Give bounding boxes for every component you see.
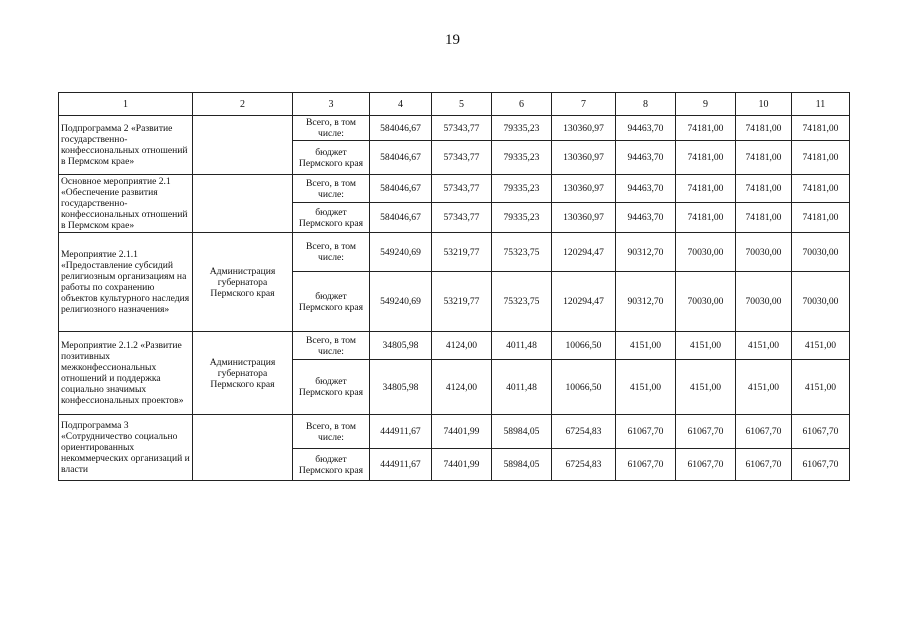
- amount-cell: 61067,70: [792, 415, 850, 449]
- amount-cell: 61067,70: [736, 449, 792, 481]
- amount-cell: 444911,67: [370, 449, 432, 481]
- amount-cell: 130360,97: [552, 116, 616, 141]
- amount-cell: 130360,97: [552, 175, 616, 203]
- amount-cell: 70030,00: [736, 272, 792, 332]
- amount-cell: 584046,67: [370, 116, 432, 141]
- funding-source-cell: Всего, в том числе:: [293, 233, 370, 272]
- program-name-cell: Основное мероприятие 2.1 «Обеспечение развития государственно-конфессиональных отношений в Пермском крае»: [59, 175, 193, 233]
- column-header: 4: [370, 93, 432, 116]
- column-header: 7: [552, 93, 616, 116]
- amount-cell: 4151,00: [616, 332, 676, 360]
- amount-cell: 70030,00: [736, 233, 792, 272]
- program-name-cell: Подпрограмма 2 «Развитие государственно-конфессиональных отношений в Пермском крае»: [59, 116, 193, 175]
- amount-cell: 549240,69: [370, 272, 432, 332]
- funding-source-cell: Всего, в том числе:: [293, 415, 370, 449]
- column-header: 8: [616, 93, 676, 116]
- amount-cell: 130360,97: [552, 203, 616, 233]
- funding-source-cell: Всего, в том числе:: [293, 175, 370, 203]
- table-body: [59, 116, 850, 481]
- funding-source-cell: бюджет Пермского края: [293, 449, 370, 481]
- table-row: [59, 175, 850, 203]
- amount-cell: 74181,00: [676, 116, 736, 141]
- executor-cell: [193, 415, 293, 481]
- amount-cell: 10066,50: [552, 360, 616, 415]
- program-name-cell: Мероприятие 2.1.1 «Предоставление субсидий религиозным организациям на работы по сохранению объектов культурного наследия религиозного назначения»: [59, 233, 193, 332]
- amount-cell: 94463,70: [616, 175, 676, 203]
- amount-cell: 4151,00: [616, 360, 676, 415]
- amount-cell: 4151,00: [792, 332, 850, 360]
- amount-cell: 79335,23: [492, 141, 552, 175]
- amount-cell: 57343,77: [432, 141, 492, 175]
- amount-cell: 10066,50: [552, 332, 616, 360]
- amount-cell: 58984,05: [492, 415, 552, 449]
- amount-cell: 79335,23: [492, 175, 552, 203]
- amount-cell: 130360,97: [552, 141, 616, 175]
- amount-cell: 61067,70: [616, 415, 676, 449]
- amount-cell: 61067,70: [616, 449, 676, 481]
- amount-cell: 70030,00: [676, 233, 736, 272]
- amount-cell: 70030,00: [792, 272, 850, 332]
- program-name-cell: Мероприятие 2.1.2 «Развитие позитивных межконфессиональных отношений и поддержка социально значимых конфессиональных проектов»: [59, 332, 193, 415]
- amount-cell: 584046,67: [370, 141, 432, 175]
- column-header: 5: [432, 93, 492, 116]
- executor-cell: Администрация губернатора Пермского края: [193, 233, 293, 332]
- amount-cell: 74181,00: [676, 141, 736, 175]
- amount-cell: 79335,23: [492, 116, 552, 141]
- amount-cell: 74401,99: [432, 415, 492, 449]
- amount-cell: 57343,77: [432, 175, 492, 203]
- amount-cell: 74181,00: [736, 141, 792, 175]
- funding-source-cell: Всего, в том числе:: [293, 116, 370, 141]
- amount-cell: 584046,67: [370, 203, 432, 233]
- amount-cell: 4151,00: [736, 332, 792, 360]
- executor-cell: [193, 175, 293, 233]
- amount-cell: 74181,00: [736, 116, 792, 141]
- amount-cell: 34805,98: [370, 332, 432, 360]
- funding-source-cell: бюджет Пермского края: [293, 272, 370, 332]
- executor-cell: [193, 116, 293, 175]
- amount-cell: 90312,70: [616, 233, 676, 272]
- column-header: 2: [193, 93, 293, 116]
- amount-cell: 120294,47: [552, 233, 616, 272]
- amount-cell: 67254,83: [552, 449, 616, 481]
- amount-cell: 75323,75: [492, 272, 552, 332]
- amount-cell: 549240,69: [370, 233, 432, 272]
- funding-source-cell: бюджет Пермского края: [293, 141, 370, 175]
- header-row: [59, 93, 850, 116]
- amount-cell: 57343,77: [432, 203, 492, 233]
- amount-cell: 120294,47: [552, 272, 616, 332]
- column-header: 1: [59, 93, 193, 116]
- program-name-cell: Подпрограмма 3 «Сотрудничество социально ориентированных некоммерческих организаций и власти: [59, 415, 193, 481]
- amount-cell: 4151,00: [676, 360, 736, 415]
- amount-cell: 61067,70: [676, 449, 736, 481]
- amount-cell: 70030,00: [792, 233, 850, 272]
- amount-cell: 74181,00: [792, 141, 850, 175]
- funding-source-cell: Всего, в том числе:: [293, 332, 370, 360]
- amount-cell: 61067,70: [676, 415, 736, 449]
- amount-cell: 79335,23: [492, 203, 552, 233]
- page-number: 19: [445, 32, 460, 48]
- table-row: [59, 233, 850, 272]
- amount-cell: 4011,48: [492, 332, 552, 360]
- executor-cell: Администрация губернатора Пермского края: [193, 332, 293, 415]
- amount-cell: 34805,98: [370, 360, 432, 415]
- amount-cell: 94463,70: [616, 116, 676, 141]
- amount-cell: 74181,00: [676, 203, 736, 233]
- amount-cell: 53219,77: [432, 272, 492, 332]
- column-header: 9: [676, 93, 736, 116]
- amount-cell: 4011,48: [492, 360, 552, 415]
- amount-cell: 74181,00: [736, 203, 792, 233]
- table-row: [59, 116, 850, 141]
- amount-cell: 74181,00: [792, 175, 850, 203]
- budget-table: [58, 92, 850, 481]
- amount-cell: 61067,70: [792, 449, 850, 481]
- amount-cell: 4151,00: [676, 332, 736, 360]
- amount-cell: 74181,00: [736, 175, 792, 203]
- column-header: 6: [492, 93, 552, 116]
- column-header: 3: [293, 93, 370, 116]
- amount-cell: 94463,70: [616, 203, 676, 233]
- amount-cell: 4151,00: [792, 360, 850, 415]
- amount-cell: 75323,75: [492, 233, 552, 272]
- amount-cell: 58984,05: [492, 449, 552, 481]
- amount-cell: 90312,70: [616, 272, 676, 332]
- amount-cell: 74401,99: [432, 449, 492, 481]
- table-row: [59, 415, 850, 449]
- column-header: 10: [736, 93, 792, 116]
- amount-cell: 67254,83: [552, 415, 616, 449]
- amount-cell: 74181,00: [792, 203, 850, 233]
- amount-cell: 584046,67: [370, 175, 432, 203]
- column-header: 11: [792, 93, 850, 116]
- amount-cell: 61067,70: [736, 415, 792, 449]
- amount-cell: 94463,70: [616, 141, 676, 175]
- amount-cell: 57343,77: [432, 116, 492, 141]
- amount-cell: 70030,00: [676, 272, 736, 332]
- amount-cell: 4124,00: [432, 332, 492, 360]
- amount-cell: 74181,00: [676, 175, 736, 203]
- table-row: [59, 332, 850, 360]
- funding-source-cell: бюджет Пермского края: [293, 360, 370, 415]
- amount-cell: 74181,00: [792, 116, 850, 141]
- amount-cell: 4124,00: [432, 360, 492, 415]
- amount-cell: 53219,77: [432, 233, 492, 272]
- amount-cell: 4151,00: [736, 360, 792, 415]
- amount-cell: 444911,67: [370, 415, 432, 449]
- funding-source-cell: бюджет Пермского края: [293, 203, 370, 233]
